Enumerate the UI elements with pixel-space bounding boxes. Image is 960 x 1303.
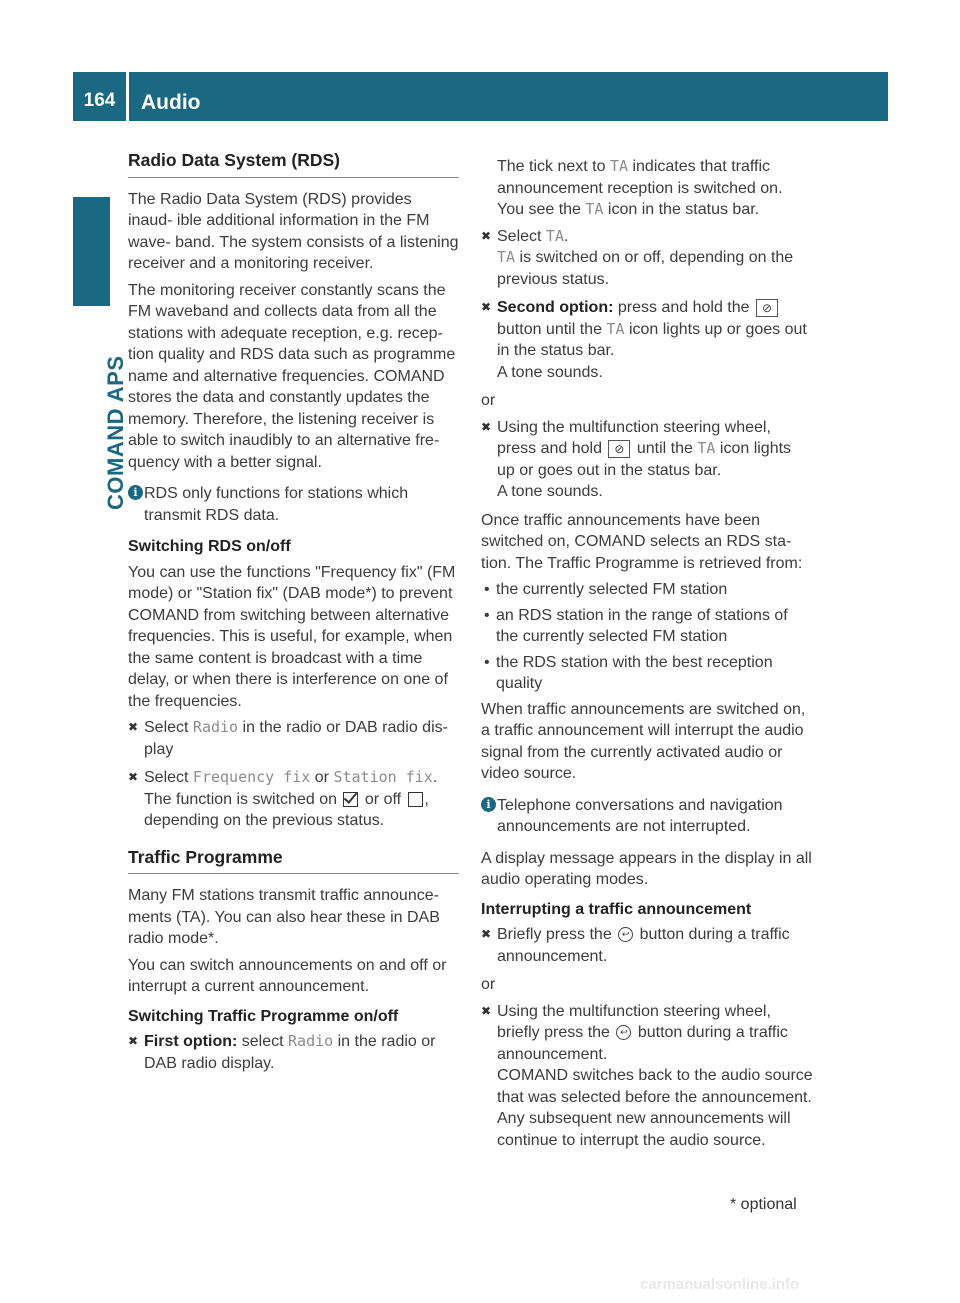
step-arrow-icon: ✖ — [128, 770, 139, 784]
step: ✖ Using the multifunction steering wheel, press and hold ⊘ until the TA icon lights up or goes out in the status bar. A tone sounds. — [481, 418, 792, 500]
paragraph: When traffic announcements are switched on, a traffic announcement will interrupt the audio signal from the currently activated audio or video source. — [481, 700, 806, 782]
step: ✖ Select Frequency fix or Station fix. The function is switched on or off , depending on the previous status. — [128, 768, 438, 829]
list-item: • an RDS station in the range of stations of the currently selected FM station — [484, 606, 788, 645]
info-note: i RDS only functions for stations which transmit RDS data. — [128, 483, 459, 526]
list-item: • the currently selected FM station — [484, 581, 728, 598]
paragraph: The Radio Data System (RDS) provides inaud- ible additional information in the FM wave- band. The system consists of a listening receiver and a monitoring receiver. — [128, 190, 459, 272]
display-item-ta: TA — [545, 226, 564, 245]
page-title: Audio — [141, 91, 201, 114]
back-button-icon: ↩ — [618, 927, 633, 942]
info-icon: i — [128, 485, 143, 500]
subheading-interrupt: Interrupting a traffic announcement — [481, 900, 752, 918]
step-arrow-icon: ✖ — [481, 419, 492, 434]
subheading-switch-rds: Switching RDS on/off — [128, 538, 291, 555]
footer-note: * optional — [730, 1196, 797, 1213]
page-number: 164 — [83, 90, 116, 111]
step-arrow-icon: ✖ — [481, 300, 492, 314]
section-label: COMAND APS — [102, 355, 128, 510]
step-arrow-icon: ✖ — [481, 927, 492, 941]
step-note: The tick next to TA indicates that traffic announcement reception is switched on. You see the TA icon in the status bar. — [497, 157, 783, 218]
paragraph: Many FM stations transmit traffic announce- ments (TA). You can also hear these in DAB radio mode*. — [128, 887, 440, 947]
display-item-frequency-fix: Frequency fix — [192, 768, 311, 786]
paragraph: The monitoring receiver constantly scans the FM waveband and collects data from all the stations with adequate reception, e.g. recep- tion quality and RDS data such as programme name and alternative frequencies. COMAND stores the data and constantly updates the memory. Therefore, the listening receiver is able to switch inaudibly to an alternative fre- quency with a better signal. — [128, 281, 456, 471]
checkbox-empty-icon — [408, 792, 423, 807]
paragraph: A display message appears in the display in all audio operating modes. — [481, 849, 812, 888]
back-button-icon: ↩ — [616, 1025, 631, 1040]
paragraph: You can use the functions "Frequency fix" (FM mode) or "Station fix" (DAB mode*) to prevent COMAND from switching between alternative frequencies. This is useful, for example, when the same content is broadcast with a time delay, or when there is interference on one of the frequencies. — [128, 563, 456, 710]
mute-key-icon: ⊘ — [756, 299, 778, 317]
left-column — [128, 150, 459, 1081]
step-arrow-icon: ✖ — [128, 720, 139, 734]
section-tab — [73, 197, 110, 306]
section-title-traffic: Traffic Programme — [128, 847, 459, 875]
paragraph: You can switch announcements on and off or interrupt a current announcement. — [128, 956, 447, 995]
right-column — [481, 156, 813, 1158]
info-note: i Telephone conversations and navigation announcements are not interrupted. — [481, 795, 813, 838]
section-title-rds: Radio Data System (RDS) — [128, 150, 459, 178]
list-item: • the RDS station with the best reception quality — [484, 653, 773, 692]
display-item-radio: Radio — [288, 1032, 334, 1050]
subheading-switch-tp: Switching Traffic Programme on/off — [128, 1007, 399, 1025]
display-item-radio: Radio — [192, 718, 239, 736]
mute-key-icon: ⊘ — [608, 440, 630, 458]
header-divider — [126, 72, 129, 121]
step: ✖ Select TA. TA is switched on or off, depending on the previous status. — [481, 226, 794, 288]
step-arrow-icon: ✖ — [128, 1034, 139, 1048]
info-icon: i — [481, 797, 496, 812]
paragraph: Once traffic announcements have been switched on, COMAND selects an RDS sta- tion. The Traffic Programme is retrieved from: — [481, 511, 803, 572]
checkbox-checked-icon — [343, 792, 358, 807]
step: ✖ Second option: press and hold the ⊘ button until the TA icon lights up or goes out in the status bar. A tone sounds. — [481, 299, 807, 381]
step: ✖ Select Radio in the radio or DAB radio dis- play — [128, 718, 448, 758]
step: ✖ First option: select Radio in the radio or DAB radio display. — [128, 1032, 436, 1072]
step: ✖ Briefly press the ↩ button during a traffic announcement. — [481, 926, 790, 965]
or-text: or — [481, 392, 496, 409]
step-arrow-icon: ✖ — [481, 1003, 492, 1018]
watermark: carmanualsonline.info — [640, 1276, 800, 1293]
step: ✖ Using the multifunction steering wheel, briefly press the ↩ button during a traffic announcement. COMAND switches back to the audio source that was selected before the announcement. Any subsequent new announcements will continue to interrupt the audio source. — [481, 1002, 813, 1149]
display-item-station-fix: Station fix — [333, 768, 433, 786]
or-text: or — [481, 976, 496, 993]
step-arrow-icon: ✖ — [481, 228, 492, 243]
